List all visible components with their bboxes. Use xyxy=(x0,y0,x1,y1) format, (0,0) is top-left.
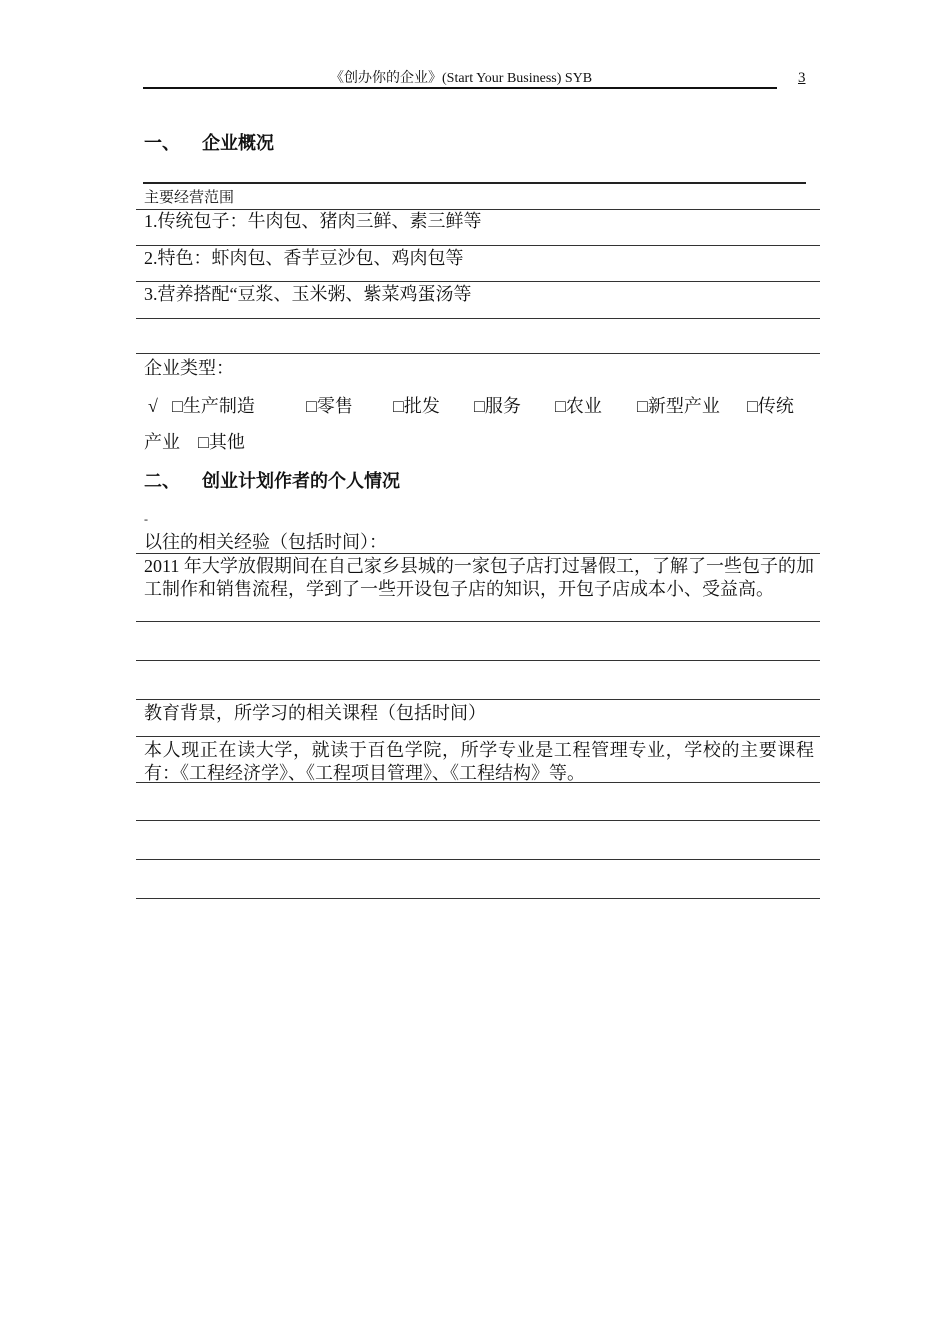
type-option-traditional-cont: 产业 xyxy=(144,432,180,452)
type-option-traditional[interactable]: □传统 xyxy=(747,396,794,416)
divider xyxy=(136,782,820,783)
type-option-service[interactable]: □服务 xyxy=(474,396,521,416)
divider xyxy=(136,898,820,899)
scope-label: 主要经营范围 xyxy=(144,190,235,206)
divider xyxy=(136,859,820,860)
section-title: 企业概况 xyxy=(202,133,274,153)
type-option-other[interactable]: □其他 xyxy=(198,432,245,452)
divider xyxy=(136,736,820,737)
education-text: 本人现正在读大学，就读于百色学院，所学专业是工程管理专业，学校的主要课程有：《工程经济学》、《工程项目管理》、《工程结构》等。 xyxy=(144,740,814,783)
divider xyxy=(136,281,820,282)
check-mark-icon: √ xyxy=(148,396,158,416)
experience-text: 2011 年大学放假期间在自己家乡县城的一家包子店打过暑假工，了解了一些包子的加工制作和销售流程，学到了一些开设包子店的知识，开包子店成本小、受益高。 xyxy=(144,556,814,599)
divider xyxy=(136,820,820,821)
scope-item: 2.特色：虾肉包、香芋豆沙包、鸡肉包等 xyxy=(144,248,464,268)
scope-item: 1.传统包子：牛肉包、猪肉三鲜、素三鲜等 xyxy=(144,211,482,231)
scope-item: 3.营养搭配“豆浆、玉米粥、紫菜鸡蛋汤等 xyxy=(144,284,472,304)
divider xyxy=(136,245,820,246)
type-option-manufacturing[interactable]: □生产制造 xyxy=(172,396,255,416)
type-option-new-industry[interactable]: □新型产业 xyxy=(637,396,720,416)
education-label: 教育背景，所学习的相关课程（包括时间） xyxy=(144,703,486,723)
divider xyxy=(136,318,820,319)
type-option-wholesale[interactable]: □批发 xyxy=(393,396,440,416)
divider xyxy=(136,699,820,700)
experience-label: 以往的相关经验（包括时间）： xyxy=(144,532,387,552)
divider xyxy=(136,660,820,661)
divider xyxy=(143,182,806,184)
header-rule xyxy=(143,87,777,89)
divider xyxy=(136,621,820,622)
divider xyxy=(136,553,820,554)
section-number: 一、 xyxy=(144,133,180,153)
type-label: 企业类型： xyxy=(144,358,234,378)
divider xyxy=(136,353,820,354)
page-number: 3 xyxy=(798,70,806,86)
section-number: 二、 xyxy=(144,471,180,491)
type-option-agriculture[interactable]: □农业 xyxy=(555,396,602,416)
stray-dash: - xyxy=(144,512,148,526)
running-header: 《创办你的企业》(Start Your Business) SYB xyxy=(330,71,593,86)
type-option-retail[interactable]: □零售 xyxy=(306,396,353,416)
section-title: 创业计划作者的个人情况 xyxy=(202,471,400,491)
